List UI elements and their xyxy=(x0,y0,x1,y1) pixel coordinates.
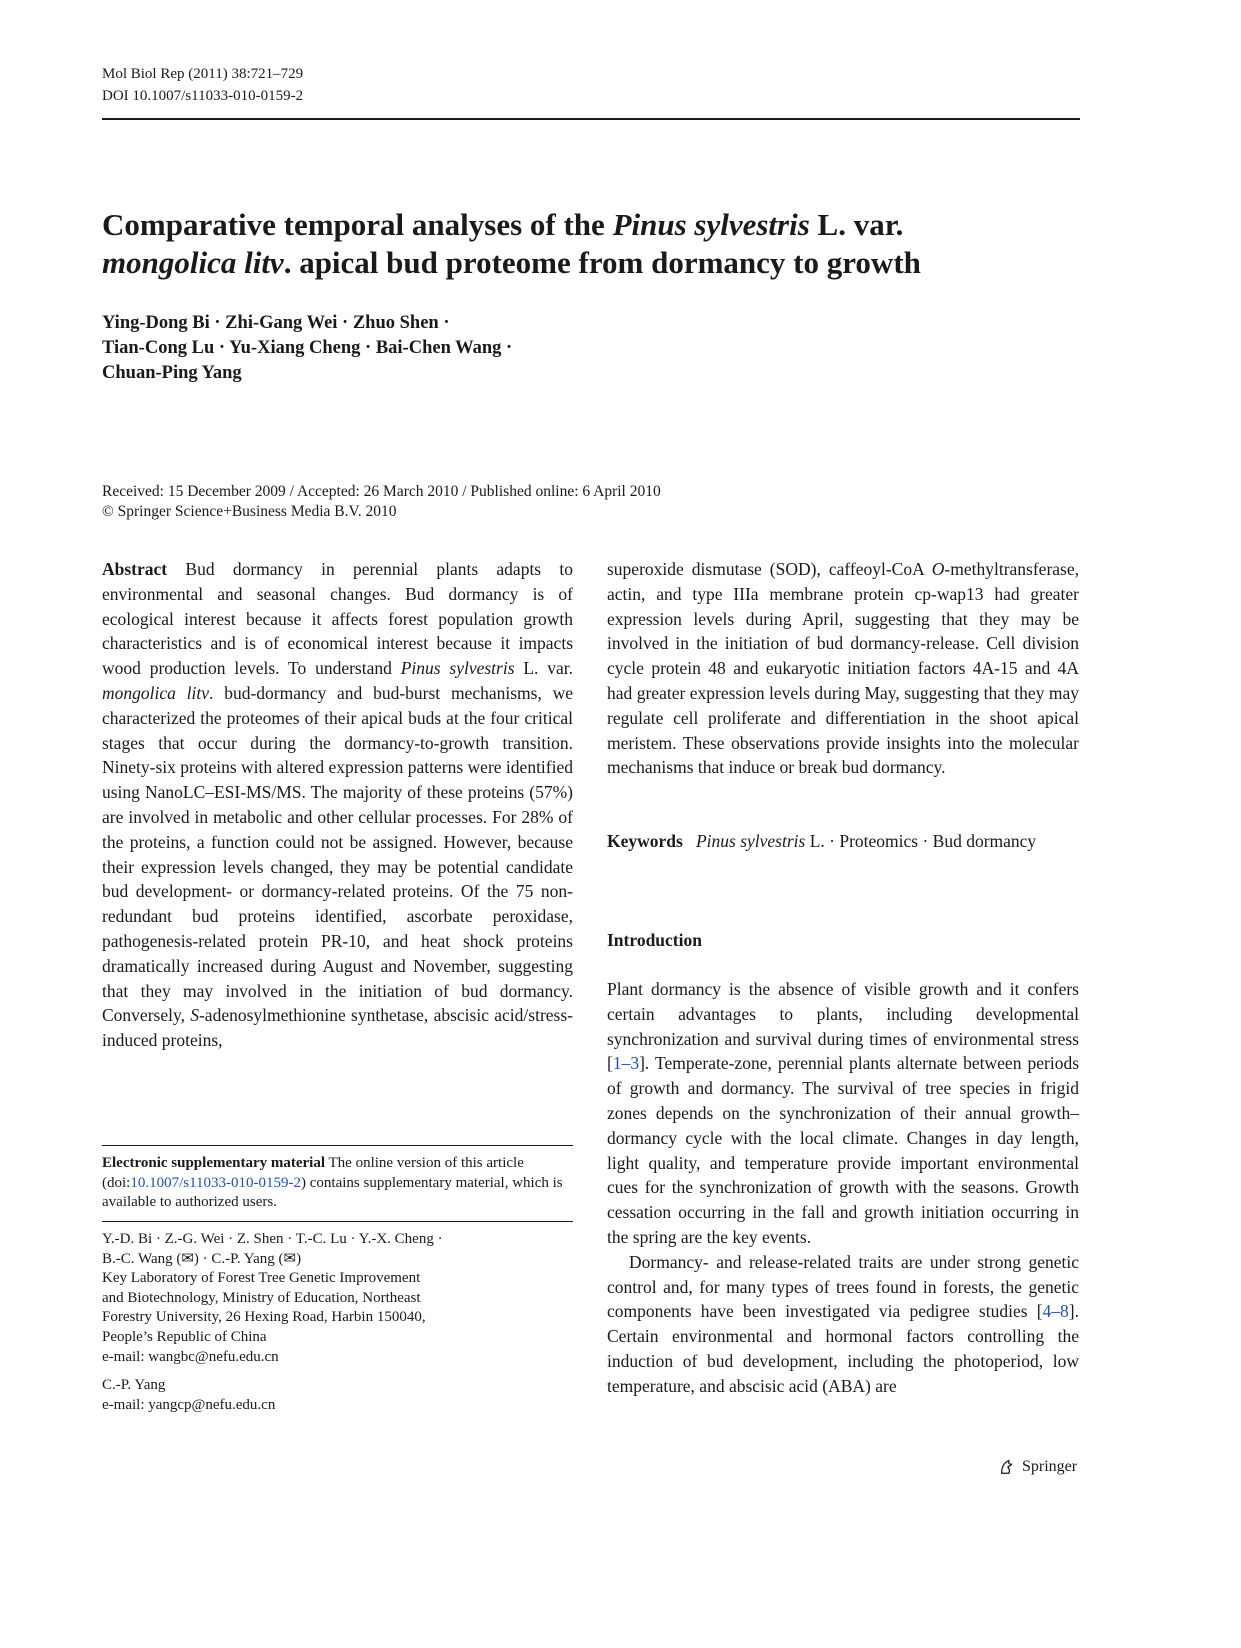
keywords-label: Keywords xyxy=(607,831,683,851)
journal-citation: Mol Biol Rep (2011) 38:721–729 xyxy=(102,66,304,82)
citation-link[interactable]: 4–8 xyxy=(1042,1301,1069,1322)
author-list: Ying-Dong Bi · Zhi-Gang Wei · Zhuo Shen · Tian-Cong Lu · Yu-Xiang Cheng · Bai-Chen Wang · Chuan-Ping Yang xyxy=(102,313,513,383)
esm-note: Electronic supplementary material The online version of this article (doi:10.1007/s11033-010-0159-2) contains supplementary material, which is available to authorized users. xyxy=(102,1155,563,1211)
affiliation-rule xyxy=(102,1221,573,1222)
publication-dates: Received: 15 December 2009 / Accepted: 26 March 2010 / Published online: 6 April 2010 © Springer Science+Business Media B.V. 2010 xyxy=(102,483,661,520)
springer-horse-icon xyxy=(998,1458,1016,1476)
affiliation-block: Y.-D. Bi · Z.-G. Wei · Z. Shen · T.-C. Lu · Y.-X. Cheng · B.-C. Wang (✉) · C.-P. Yang (✉) Key Laboratory of Forest Tree Genetic Improvement and Biotechnology, Ministry of Education, Northeast Forestry University, 26 Hexing Road, Harbin 150040, People’s Republic of China e-mail: wangbc@nefu.edu.cn C.-P. Yang e-mail: yangcp@nefu.edu.cn xyxy=(102,1230,573,1415)
intro-paragraph-2: Dormancy- and release-related traits are under strong genetic control and, for many types of trees found in forests, the genetic components have been investigated via pedigree studies [4–8]. Certain environmental and hormonal factors controlling the induction of bud development, including the photoperiod, low temperature, and abscisic acid (ABA) are xyxy=(607,1251,1079,1396)
abstract-text: Abstract Bud dormancy in perennial plants adapts to environmental and seasonal changes. Bud dormancy is of ecological interest because it affects forest population growth characteristics and is of economical interest because it impacts wood production levels. To understand Pinus sylvestris L. var. mongolica litv. bud-dormancy and bud-burst mechanisms, we characterized the proteomes of their apical buds at the four critical stages that occur during the dormancy-to-growth transition. Ninety-six proteins with altered expression patterns were identified using NanoLC–ESI-MS/MS. The majority of these proteins (57%) are involved in metabolic and other cellular processes. For 28% of the proteins, a function could not be assigned. However, because their expression levels changed, they may be potential candidate bud development- or dormancy-related proteins. Of the 75 non-redundant bud proteins identified, ascorbate peroxidase, pathogenesis-related protein PR-10, and heat shock proteins dramatically increased during August and November, suggesting that they may involved in the initiation of bud dormancy. Conversely, S-adenosylmethionine synthetase, abscisic acid/stress-induced proteins, xyxy=(102,559,574,1051)
intro-paragraph-1: Plant dormancy is the absence of visible growth and it confers certain advantages to plants, including developmental synchronization and survival during times of environmental stress [1–3]. Temperate-zone, perennial plants alternate between periods of growth and dormancy. The survival of tree species in frigid zones depends on the synchronization of their annual growth–dormancy cycle with the local climate. Changes in day length, light quality, and temperature provide important environmental cues for the synchronization of growth with the seasons. Growth cessation occurring in the fall and growth initiation occurring in the spring are the key events. xyxy=(607,979,1079,1247)
header-rule xyxy=(102,118,1080,120)
publisher-logo: Springer xyxy=(998,1458,1077,1476)
keywords: Keywords Pinus sylvestris L. · Proteomics · Bud dormancy xyxy=(607,831,1037,851)
doi-link[interactable]: 10.1007/s11033-010-0159-2 xyxy=(130,1174,302,1191)
footnote-rule xyxy=(102,1145,573,1146)
email-yang[interactable]: e-mail: yangcp@nefu.edu.cn xyxy=(102,1396,276,1413)
introduction-heading: Introduction xyxy=(607,930,702,950)
citation-link[interactable]: 1–3 xyxy=(612,1053,640,1074)
doi-line: DOI 10.1007/s11033-010-0159-2 xyxy=(102,88,304,104)
email-wang[interactable]: e-mail: wangbc@nefu.edu.cn xyxy=(102,1348,279,1365)
introduction-text xyxy=(607,977,1079,1399)
abstract-label: Abstract xyxy=(102,559,168,579)
article-title: Comparative temporal analyses of the Pinus sylvestris L. var. mongolica litv. apical bud proteome from dormancy to growth xyxy=(102,207,921,280)
abstract-continuation: superoxide dismutase (SOD), caffeoyl-CoA O-methyltransferase, actin, and type IIIa membrane protein cp-wap13 had greater expression levels during April, suggesting that they may be involved in the initiation of bud dormancy-release. Cell division cycle protein 48 and eukaryotic initiation factors 4A-15 and 4A had greater expression levels during May, suggesting that they may regulate cell proliferate and differentiation in the shoot apical meristem. These observations provide insights into the molecular mechanisms that induce or break bud dormancy. xyxy=(607,559,1079,778)
